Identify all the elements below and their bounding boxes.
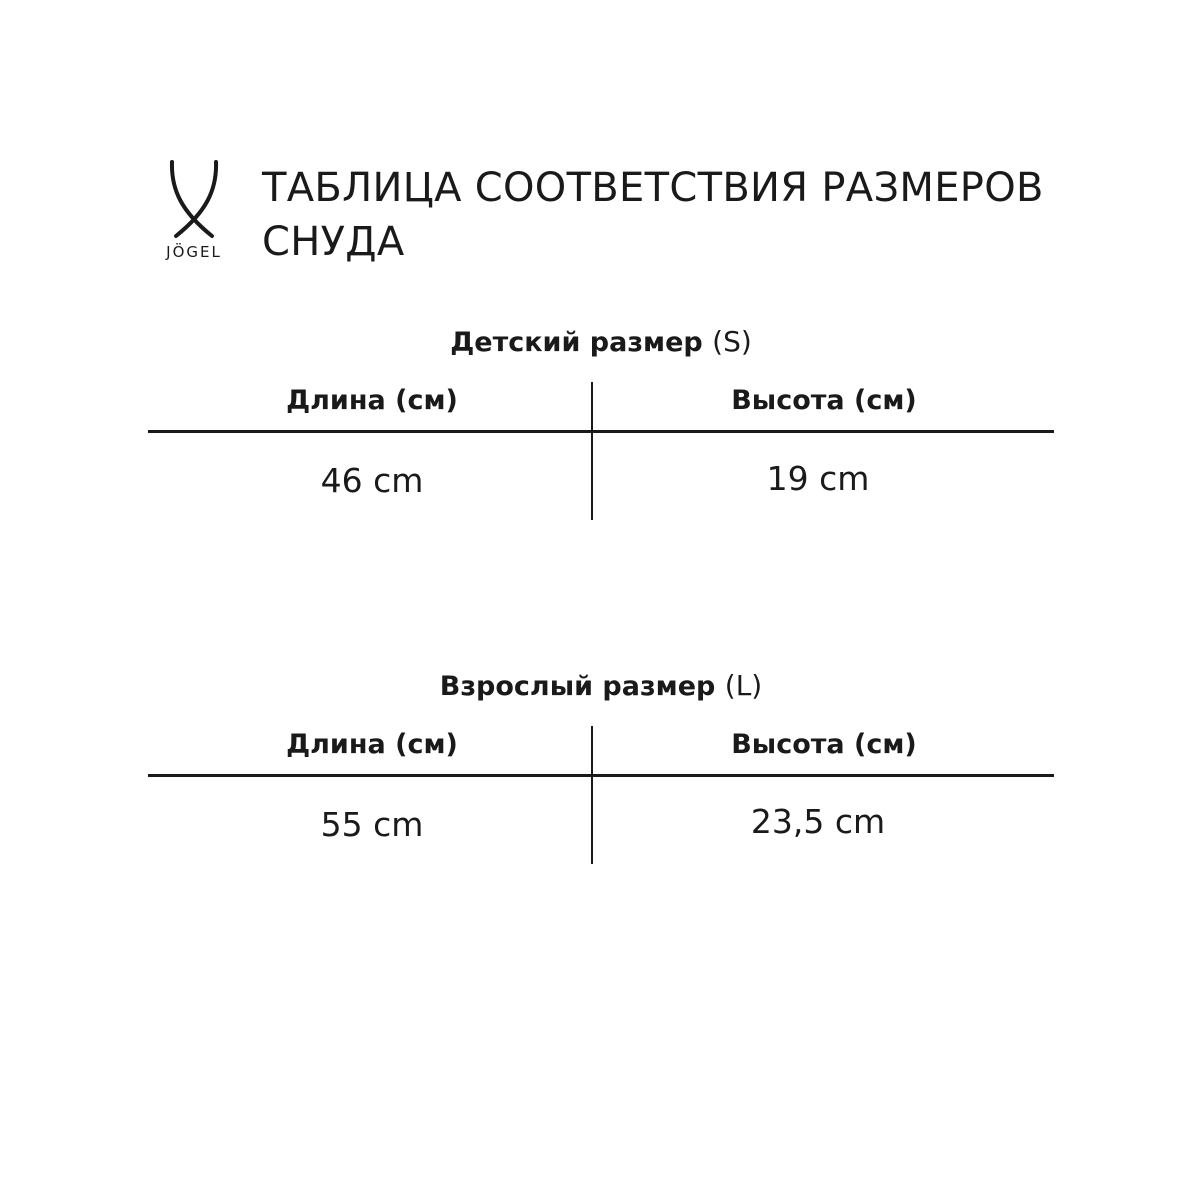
column-header-height: Высота (см) <box>731 385 917 416</box>
column-header-length: Длина (см) <box>286 729 458 760</box>
length-value: 46 cm <box>320 461 424 500</box>
height-value: 23,5 cm <box>750 802 886 841</box>
size-label: (S) <box>712 325 752 358</box>
size-label: (L) <box>724 669 763 702</box>
brand-name: JÖGEL <box>166 243 222 261</box>
section-heading: Детский размер <box>450 327 703 358</box>
height-value: 19 cm <box>766 459 870 498</box>
column-header-length: Длина (см) <box>286 385 458 416</box>
section-title <box>148 318 1054 367</box>
column-header-height: Высота (см) <box>731 729 917 760</box>
page-title-line-2: СНУДА <box>262 219 405 265</box>
length-value: 55 cm <box>320 805 424 844</box>
header-divider <box>148 430 1054 433</box>
page-title-line-1: ТАБЛИЦА СООТВЕТСТВИЯ РАЗМЕРОВ <box>262 165 1044 211</box>
section-title <box>148 662 1054 711</box>
page-title <box>262 161 1044 269</box>
size-table <box>148 381 1054 521</box>
brand-logo <box>146 160 242 264</box>
section-heading: Взрослый размер <box>439 671 716 702</box>
header-divider <box>148 774 1054 777</box>
size-table <box>148 725 1054 865</box>
jogel-logo-icon <box>168 160 220 244</box>
